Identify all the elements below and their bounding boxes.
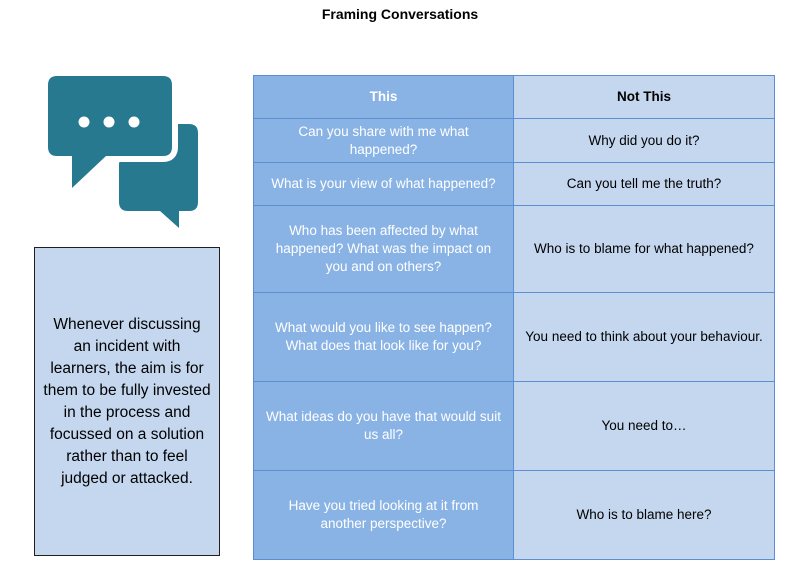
cell-this: What would you like to see happen? What does that look like for you?	[254, 293, 514, 382]
cell-not-this: You need to…	[514, 382, 775, 471]
guidance-note-text: Whenever discussing an incident with learners, the aim is for them to be fully invested in the process and focussed on a solution rather than to feel judged or attacked.	[43, 315, 211, 487]
table-row	[254, 471, 775, 560]
table-row	[254, 382, 775, 471]
cell-this: What ideas do you have that would suit us all?	[254, 382, 514, 471]
cell-not-this: Why did you do it?	[514, 119, 775, 163]
cell-this: Have you tried looking at it from another perspective?	[254, 471, 514, 560]
cell-not-this: Can you tell me the truth?	[514, 163, 775, 206]
cell-this: Who has been affected by what happened? What was the impact on you and on others?	[254, 206, 514, 293]
framing-table	[253, 75, 775, 560]
header-not-this: Not This	[514, 76, 775, 119]
table-header-row	[254, 76, 775, 119]
table-row	[254, 293, 775, 382]
table-row	[254, 163, 775, 206]
cell-not-this: Who is to blame for what happened?	[514, 206, 775, 293]
chat-bubbles-icon	[48, 76, 200, 228]
guidance-note	[34, 247, 220, 556]
page-title: Framing Conversations	[321, 6, 479, 22]
header-this: This	[254, 76, 514, 119]
table-row	[254, 119, 775, 163]
cell-this: Can you share with me what happened?	[254, 119, 514, 163]
table-row	[254, 206, 775, 293]
cell-this: What is your view of what happened?	[254, 163, 514, 206]
cell-not-this: Who is to blame here?	[514, 471, 775, 560]
cell-not-this: You need to think about your behaviour.	[514, 293, 775, 382]
